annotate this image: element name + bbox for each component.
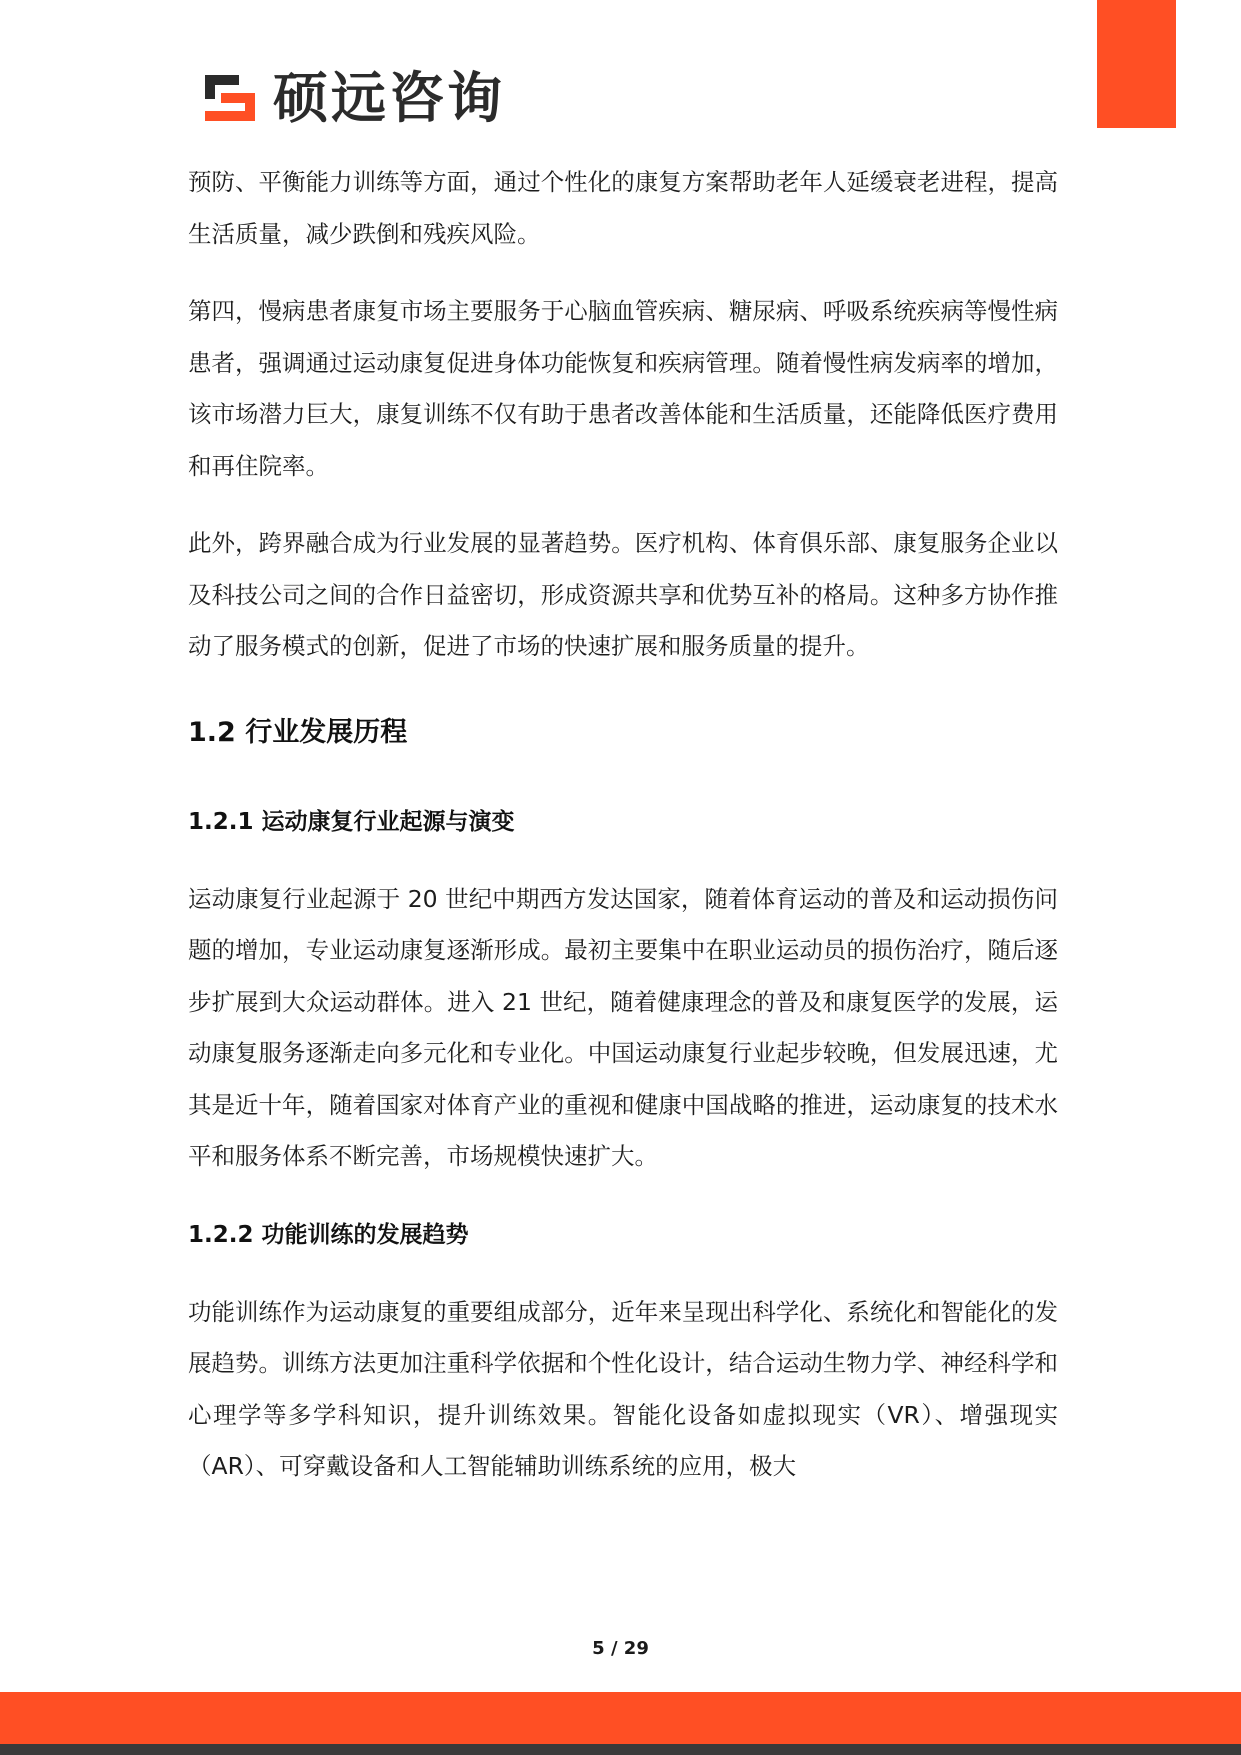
brand-name: 硕远咨询 xyxy=(273,66,506,130)
brand-s-logo-icon xyxy=(201,71,259,125)
document-body xyxy=(188,157,1058,1493)
footer-accent-bar xyxy=(0,1692,1241,1744)
brand-logo xyxy=(201,66,505,130)
paragraph-elderly-rehab-continued: 预防、平衡能力训练等方面，通过个性化的康复方案帮助老年人延缓衰老进程，提高生活质量，减少跌倒和残疾风险。 xyxy=(188,168,1058,248)
corner-accent-block xyxy=(1097,0,1176,128)
subsection-heading: 1.2.1 运动康复行业起源与演变 xyxy=(188,808,515,835)
paragraph-cross-industry-trend: 此外，跨界融合成为行业发展的显著趋势。医疗机构、体育俱乐部、康复服务企业以及科技公司之间的合作日益密切，形成资源共享和优势互补的格局。这种多方协作推动了服务模式的创新，促进了市场的快速扩展和服务质量的提升。 xyxy=(188,529,1058,660)
page-number: 5 / 29 xyxy=(592,1638,649,1659)
subsection-heading: 1.2.2 功能训练的发展趋势 xyxy=(188,1221,469,1248)
footer-dark-line xyxy=(0,1744,1241,1755)
paragraph-chronic-disease-market: 第四，慢病患者康复市场主要服务于心脑血管疾病、糖尿病、呼吸系统疾病等慢性病患者，强调通过运动康复促进身体功能恢复和疾病管理。随着慢性病发病率的增加，该市场潜力巨大，康复训练不仅有助于患者改善体能和生活质量，还能降低医疗费用和再住院率。 xyxy=(188,297,1058,480)
paragraph-functional-training-trend: 功能训练作为运动康复的重要组成部分，近年来呈现出科学化、系统化和智能化的发展趋势。训练方法更加注重科学依据和个性化设计，结合运动生物力学、神经科学和心理学等多学科知识，提升训练效果。智能化设备如虚拟现实（VR）、增强现实（AR）、可穿戴设备和人工智能辅助训练系统的应用，极大 xyxy=(188,1297,1058,1480)
paragraph-industry-origin: 运动康复行业起源于 20 世纪中期西方发达国家，随着体育运动的普及和运动损伤问题的增加，专业运动康复逐渐形成。最初主要集中在职业运动员的损伤治疗，随后逐步扩展到大众运动群体。进入 21 世纪，随着健康理念的普及和康复医学的发展，运动康复服务逐渐走向多元化和专业化。中国运动康复行业起步较晚，但发展迅速，尤其是近十年，随着国家对体育产业的重视和健康中国战略的推进，运动康复的技术水平和服务体系不断完善，市场规模快速扩大。 xyxy=(188,884,1058,1170)
section-heading: 1.2 行业发展历程 xyxy=(188,716,408,748)
